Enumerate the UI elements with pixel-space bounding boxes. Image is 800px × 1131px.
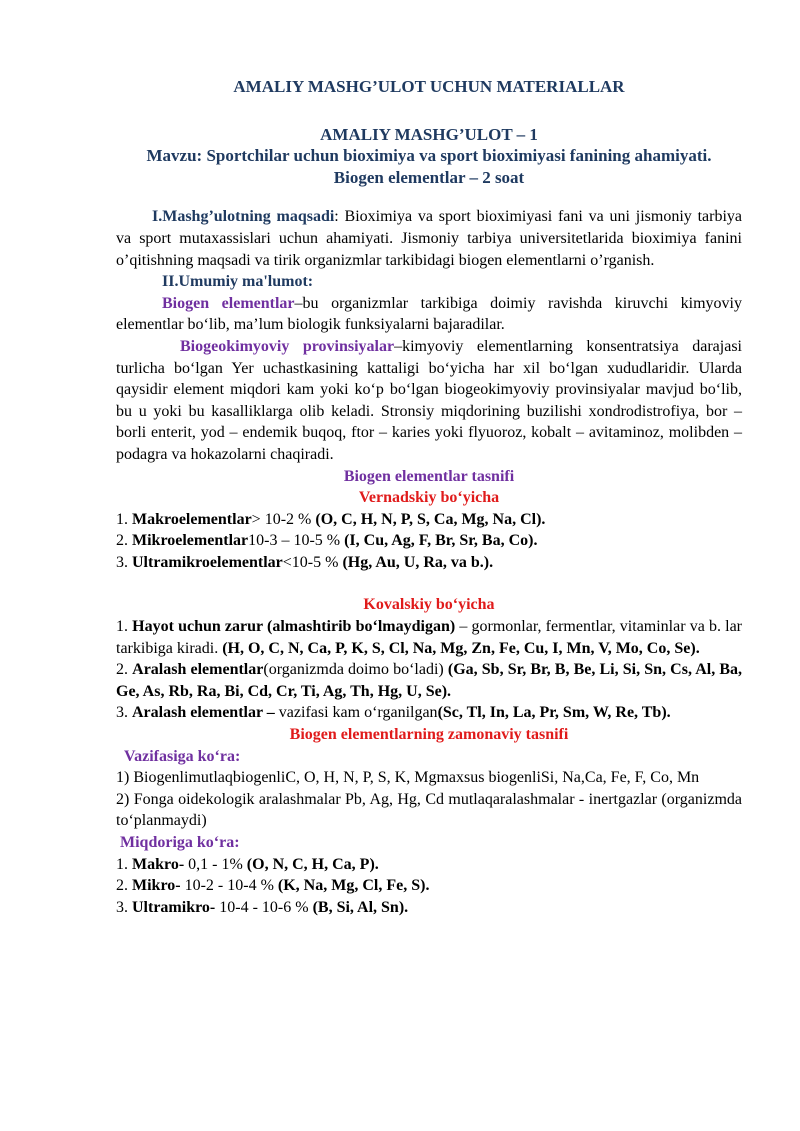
amount-heading-text: Miqdoriga ko‘ra: (120, 834, 240, 851)
function-heading-text: Vazifasiga ko‘ra: (124, 747, 241, 765)
biogen-paragraph (116, 293, 742, 336)
classification-heading: Biogen elementlar tasnifi (343, 467, 515, 485)
lesson-title: AMALIY MASHG’ULOT – 1 (320, 124, 538, 144)
item-text: vazifasi kam o‘rganilgan (274, 704, 438, 722)
item-elements: (Hg, Au, U, Ra, va b.). (342, 553, 494, 571)
item-number: 1. (116, 618, 133, 636)
item-number: 3. (116, 704, 132, 722)
vernadsky-heading: Vernadskiy bo‘yicha (358, 489, 500, 507)
goal-text: : Bioximiya va sport bioximiyasi fani va uni jismoniy tarbiya va sport mutaxassislari uchun ahamiyati. Jismoniy tarbiya universitetlarida bioximiya fanini o’qitishning maqsadi va tirik organizmlar tarkibidagi biogen elementlarni o’rganish. (116, 208, 742, 269)
function-item: 1) BiogenlimutlaqbiogenliC, O, H, N, P, S, K, Mgmaxsus biogenliSi, Na,Ca, Fe, F, Co, Mn (116, 769, 700, 787)
item-text: – gormonlar, fermentlar, vitaminlar va b. lar tarkibiga kiradi. (116, 618, 742, 657)
item-term: Ultramikroelementlar (132, 553, 283, 571)
general-heading (116, 271, 742, 293)
item-elements: (O, C, H, N, P, S, Ca, Mg, Na, Cl). (315, 510, 546, 528)
item-range: 10-2 - 10-4 % (180, 877, 278, 895)
item-term: Ultramikro- (132, 898, 216, 916)
vernadsky-item (116, 530, 742, 552)
kovalsky-item (116, 702, 742, 724)
topic-line-1: Mavzu: Sportchilar uchun bioximiya va sport bioximiyasi fanining ahamiyati. (146, 146, 712, 166)
item-term: Aralash elementlar – (132, 704, 275, 722)
kovalsky-item (116, 616, 742, 659)
general-heading-text: II.Umumiy ma'lumot: (162, 273, 314, 291)
amount-item (116, 875, 742, 897)
function-heading (116, 746, 742, 768)
item-term: Makro- (132, 855, 185, 873)
item-number: 3. (116, 553, 132, 571)
item-number: 1. (116, 510, 132, 528)
item-range: <10-5 % (282, 553, 343, 571)
item-range: 0,1 - 1% (184, 855, 247, 873)
item-range: > 10-2 % (251, 510, 316, 528)
document-page (116, 76, 742, 918)
function-item: 2) Fonga oidekologik aralashmalar Pb, Ag, Hg, Cd mutlaqaralashmalar - inertgazlar (organizmda to‘planmaydi) (116, 790, 742, 830)
item-elements: (O, N, C, H, Ca, P). (246, 855, 379, 873)
province-paragraph (116, 336, 742, 466)
item-term: Mikro- (132, 877, 181, 895)
kovalsky-item (116, 659, 742, 702)
item-term: Hayot uchun zarur (almashtirib bo‘lmaydigan) (132, 618, 456, 636)
item-number: 3. (116, 898, 132, 916)
item-range: 10-4 - 10-6 % (215, 898, 313, 916)
item-number: 2. (116, 877, 132, 895)
amount-heading (116, 832, 742, 854)
vernadsky-item (116, 552, 742, 574)
item-number: 2. (116, 532, 132, 550)
item-elements: (B, Si, Al, Sn). (312, 898, 409, 916)
amount-item (116, 897, 742, 919)
item-range: 10-3 – 10-5 % (248, 532, 345, 550)
goal-paragraph (116, 206, 742, 271)
modern-heading: Biogen elementlarning zamonaviy tasnifi (289, 726, 569, 744)
item-elements: (Ga, Sb, Sr, Br, B, Be, Li, Si, Sn, Cs, Al, Ba, Ge, As, Rb, Ra, Bi, Cd, Cr, Ti, Ag, Th, Hg, U, Se). (116, 661, 742, 700)
item-elements: (H, O, C, N, Ca, P, K, S, Cl, Na, Mg, Zn, Fe, Cu, I, Mn, V, Mo, Co, Se). (222, 639, 700, 657)
province-term: Biogeokimyoviy provinsiyalar (180, 337, 395, 355)
item-text: (organizmda doimo bo‘ladi) (263, 661, 448, 679)
vernadsky-item (116, 509, 742, 531)
item-elements: (Sc, Tl, In, La, Pr, Sm, W, Re, Tb). (437, 704, 671, 722)
biogen-term: Biogen elementlar (162, 294, 295, 312)
item-term: Makroelementlar (132, 510, 252, 528)
item-number: 2. (116, 661, 133, 679)
province-text: –kimyoviy elementlarning konsentratsiya darajasi turlicha bo‘lgan Yer uchastkasining kattaligi bo‘yicha har xil bo‘lgan xududlaridir. Ularda qaysidir element miqdori kam yoki ko‘p bo‘lgan biogeokimyoviy provinsiyalar mavjud bo‘lib, bu u yoki bu kasalliklarga olib keladi. Stronsiy miqdorining buzilishi xondrodistrofiya, bor – borli enterit, yod – endemik buqoq, ftor – karies yoki flyuoroz, kobalt – avitaminoz, molibden – podagra va hokazolarni chaqiradi. (116, 337, 743, 463)
main-title: AMALIY MASHG’ULOT UCHUN MATERIALLAR (233, 77, 625, 96)
kovalsky-heading: Kovalskiy bo‘yicha (363, 596, 495, 614)
amount-item (116, 854, 742, 876)
item-number: 1. (116, 855, 132, 873)
item-elements: (K, Na, Mg, Cl, Fe, S). (277, 877, 430, 895)
item-elements: (I, Cu, Ag, F, Br, Sr, Ba, Co). (344, 532, 538, 550)
topic-line-2: Biogen elementlar – 2 soat (333, 167, 525, 187)
item-term: Mikroelementlar (132, 532, 249, 550)
biogen-text: –bu organizmlar tarkibiga doimiy ravishda kiruvchi kimyoviy elementlar bo‘lib, ma’lum biologik funksiyalarni bajaradilar. (116, 294, 743, 334)
goal-label: I.Mashg’ulotning maqsadi (152, 208, 335, 226)
item-term: Aralash elementlar (132, 661, 264, 679)
